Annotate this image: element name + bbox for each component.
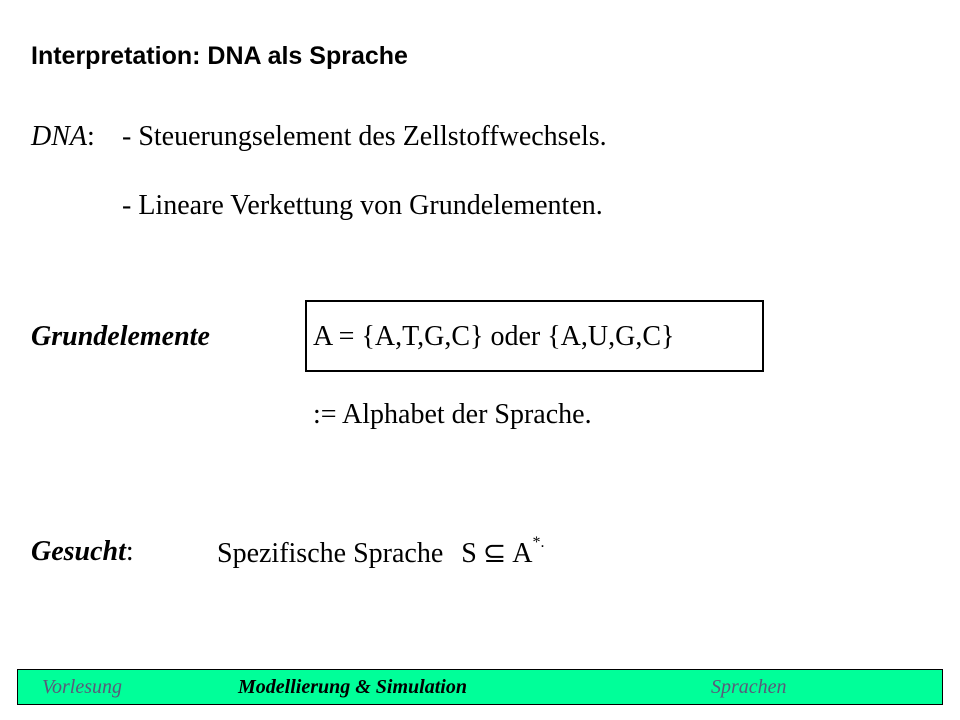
- footer-lecture: Vorlesung: [42, 676, 122, 698]
- dna-colon: :: [87, 121, 95, 152]
- gesucht-colon: :: [125, 536, 134, 567]
- dna-point-2: - Lineare Verkettung von Grundelementen.: [122, 190, 603, 221]
- dna-label: DNA: [31, 121, 87, 152]
- gesucht-heading: [31, 536, 134, 568]
- footer-bar: [17, 669, 943, 705]
- dna-heading: [31, 121, 95, 153]
- footer-topic: Sprachen: [711, 676, 787, 698]
- kleene-star: *.: [532, 534, 545, 551]
- grundelemente-label: Grundelemente: [31, 321, 210, 352]
- gesucht-text: Spezifische Sprache: [217, 538, 444, 569]
- alphabet-definition: A = {A,T,G,C} oder {A,U,G,C}: [313, 321, 675, 352]
- set-a: A: [512, 538, 533, 569]
- gesucht-label: Gesucht: [31, 536, 126, 567]
- dna-point-1: - Steuerungselement des Zellstoffwechsels.: [122, 121, 607, 152]
- footer-course: Modellierung & Simulation: [238, 676, 467, 698]
- slide-title: Interpretation: DNA als Sprache: [31, 42, 408, 70]
- alphabet-explanation: := Alphabet der Sprache.: [313, 399, 592, 430]
- gesucht-expression: [217, 536, 545, 570]
- subset-symbol: ⊆: [482, 538, 507, 569]
- set-s: S: [461, 538, 477, 569]
